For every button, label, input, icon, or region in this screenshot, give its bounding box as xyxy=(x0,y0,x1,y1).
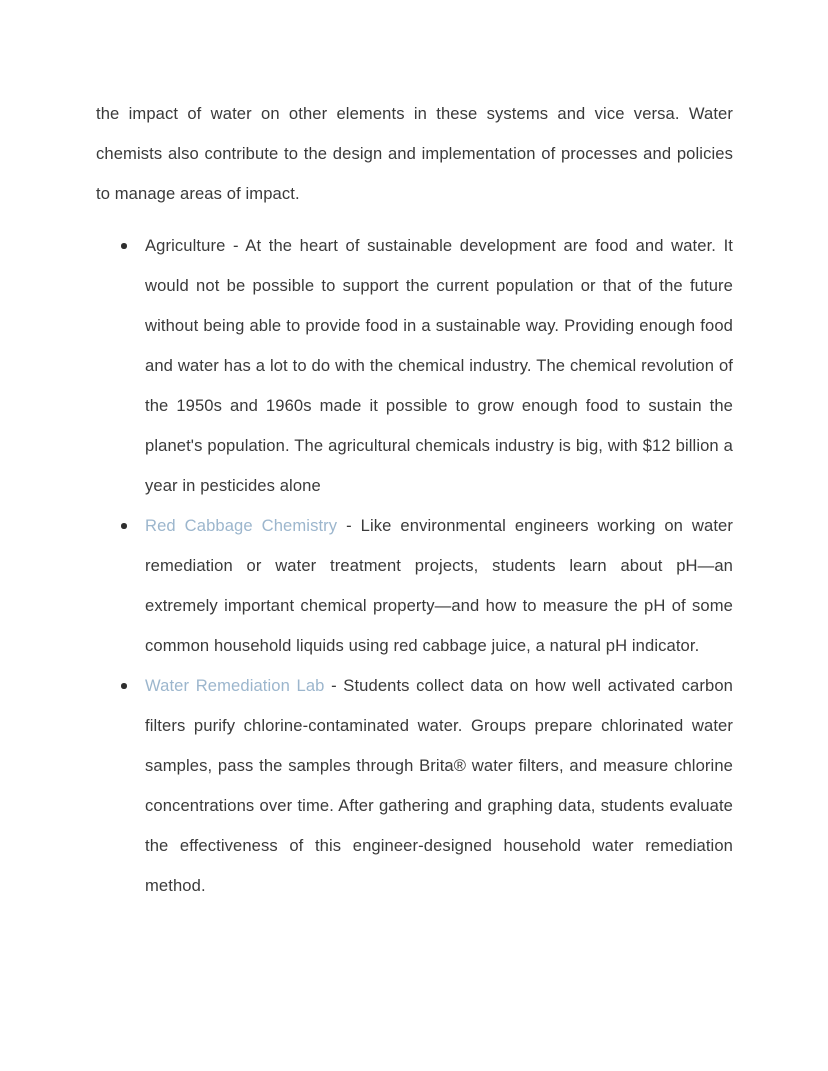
list-item-separator: - xyxy=(337,516,361,535)
list-item-title: Agriculture xyxy=(145,236,226,255)
list-item xyxy=(96,506,733,666)
list-item xyxy=(96,226,733,506)
list-item-title-link[interactable]: Red Cabbage Chemistry xyxy=(145,516,338,535)
document-body xyxy=(96,94,733,906)
bullet-dot-icon xyxy=(121,683,127,689)
list-item xyxy=(96,666,733,906)
list-item-body: Students collect data on how well activated carbon filters purify chlorine-contaminated water. Groups prepare chlorinated water samples, pass the samples through Brita® water filters, and measure chlorine concentrations over time. After gathering and graphing data, students evaluate the effectiveness of this engineer-designed household water remediation method. xyxy=(145,676,733,895)
bullet-dot-icon xyxy=(121,243,127,249)
bullet-list xyxy=(96,226,733,906)
list-item-separator: - xyxy=(225,236,246,255)
list-item-title-link[interactable]: Water Remediation Lab xyxy=(145,676,325,695)
list-item-body: At the heart of sustainable development are food and water. It would not be possible to support the current population or that of the future without being able to provide food in a sustainable way. Providing enough food and water has a lot to do with the chemical industry. The chemical revolution of the 1950s and 1960s made it possible to grow enough food to sustain the planet's population. The agricultural chemicals industry is big, with $12 billion a year in pesticides alone xyxy=(145,236,733,495)
intro-paragraph: the impact of water on other elements in these systems and vice versa. Water chemists also contribute to the design and implementation of processes and policies to manage areas of impact. xyxy=(96,104,733,203)
list-item-body: Like environmental engineers working on water remediation or water treatment projects, students learn about pH—an extremely important chemical property—and how to measure the pH of some common household liquids using red cabbage juice, a natural pH indicator. xyxy=(145,516,733,655)
list-spacer xyxy=(96,214,733,226)
bullet-dot-icon xyxy=(121,523,127,529)
list-item-separator: - xyxy=(324,676,344,695)
